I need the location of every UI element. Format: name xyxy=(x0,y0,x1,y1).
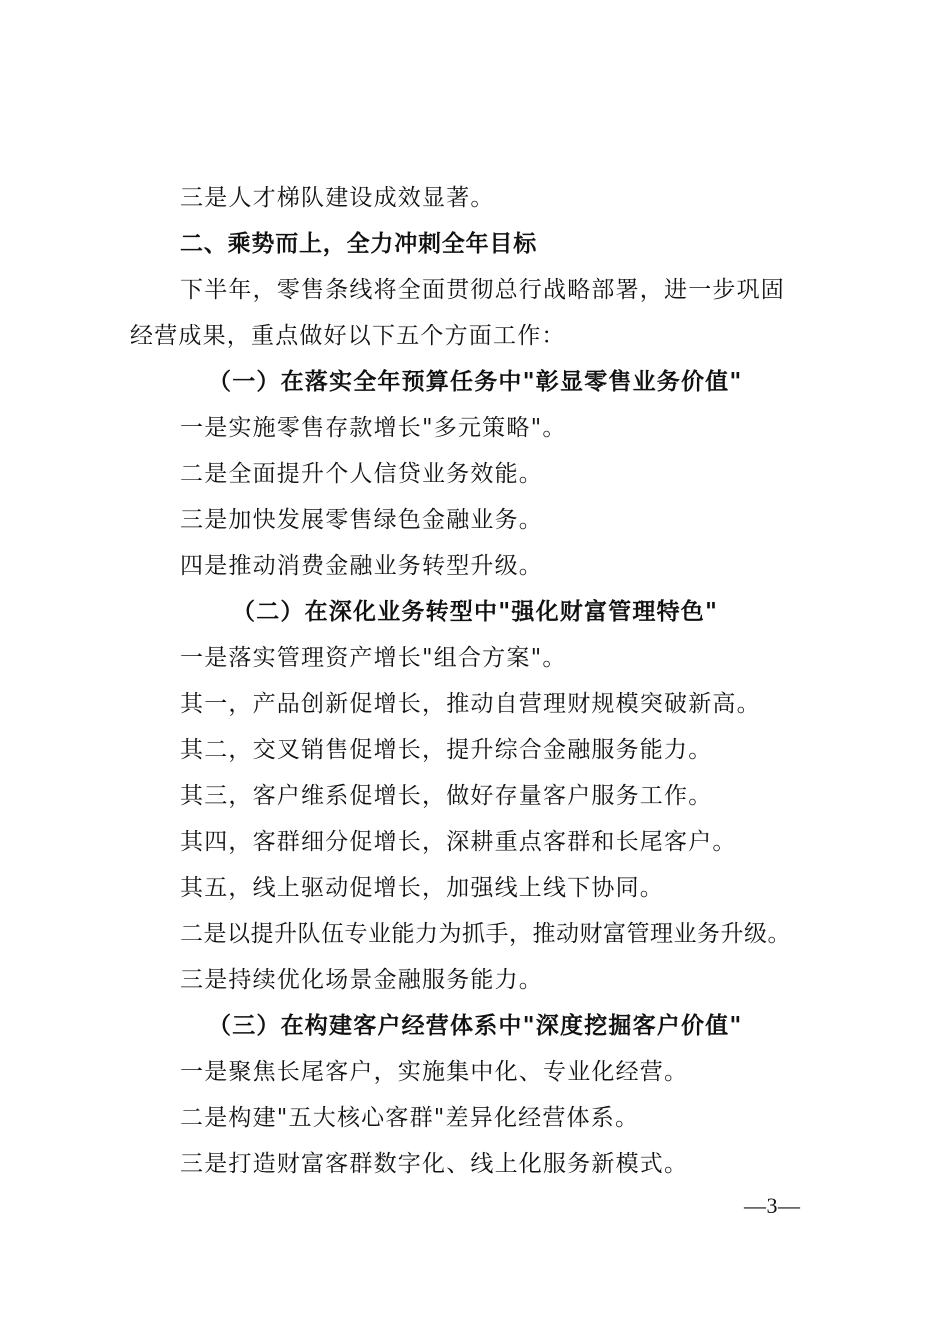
subsection-heading-2: （二）在深化业务转型中"强化财富管理特色" xyxy=(232,598,719,625)
list-item-3-3: 三是打造财富客群数字化、线上化服务新模式。 xyxy=(180,1151,689,1177)
paragraph-intro-line-1: 下半年，零售条线将全面贯彻总行战略部署，进一步巩固 xyxy=(180,277,785,303)
paragraph-intro-line-2: 经营成果，重点做好以下五个方面工作： xyxy=(130,323,566,349)
list-item-1-4: 四是推动消费金融业务转型升级。 xyxy=(180,553,543,579)
list-item-2-3: 三是持续优化场景金融服务能力。 xyxy=(180,967,543,993)
list-item-2-1: 一是落实管理资产增长"组合方案"。 xyxy=(180,645,567,671)
subsection-heading-3: （三）在构建客户经营体系中"深度挖掘客户价值" xyxy=(208,1012,743,1039)
section-heading-2: 二、乘势而上，全力冲刺全年目标 xyxy=(180,231,537,257)
list-item-1-2: 二是全面提升个人信贷业务效能。 xyxy=(180,461,543,487)
list-item-1-1: 一是实施零售存款增长"多元策略"。 xyxy=(180,415,567,441)
list-item-3-1: 一是聚焦长尾客户，实施集中化、专业化经营。 xyxy=(180,1059,689,1085)
sub-item-2-1-3: 其三，客户维系促增长，做好存量客户服务工作。 xyxy=(180,783,713,809)
list-item-1-3: 三是加快发展零售绿色金融业务。 xyxy=(180,507,543,533)
page-number: —3— xyxy=(744,1193,801,1218)
sub-item-2-1-2: 其二，交叉销售促增长，提升综合金融服务能力。 xyxy=(180,737,713,763)
paragraph-talent-echelon: 三是人才梯队建设成效显著。 xyxy=(180,185,495,211)
subsection-heading-1: （一）在落实全年预算任务中"彰显零售业务价值" xyxy=(208,368,743,395)
list-item-3-2: 二是构建"五大核心客群"差异化经营体系。 xyxy=(180,1105,640,1131)
sub-item-2-1-4: 其四，客群细分促增长，深耕重点客群和长尾客户。 xyxy=(180,829,737,855)
sub-item-2-1-5: 其五，线上驱动促增长，加强线上线下协同。 xyxy=(180,875,664,901)
sub-item-2-1-1: 其一，产品创新促增长，推动自营理财规模突破新高。 xyxy=(180,691,761,717)
list-item-2-2: 二是以提升队伍专业能力为抓手，推动财富管理业务升级。 xyxy=(180,921,791,947)
